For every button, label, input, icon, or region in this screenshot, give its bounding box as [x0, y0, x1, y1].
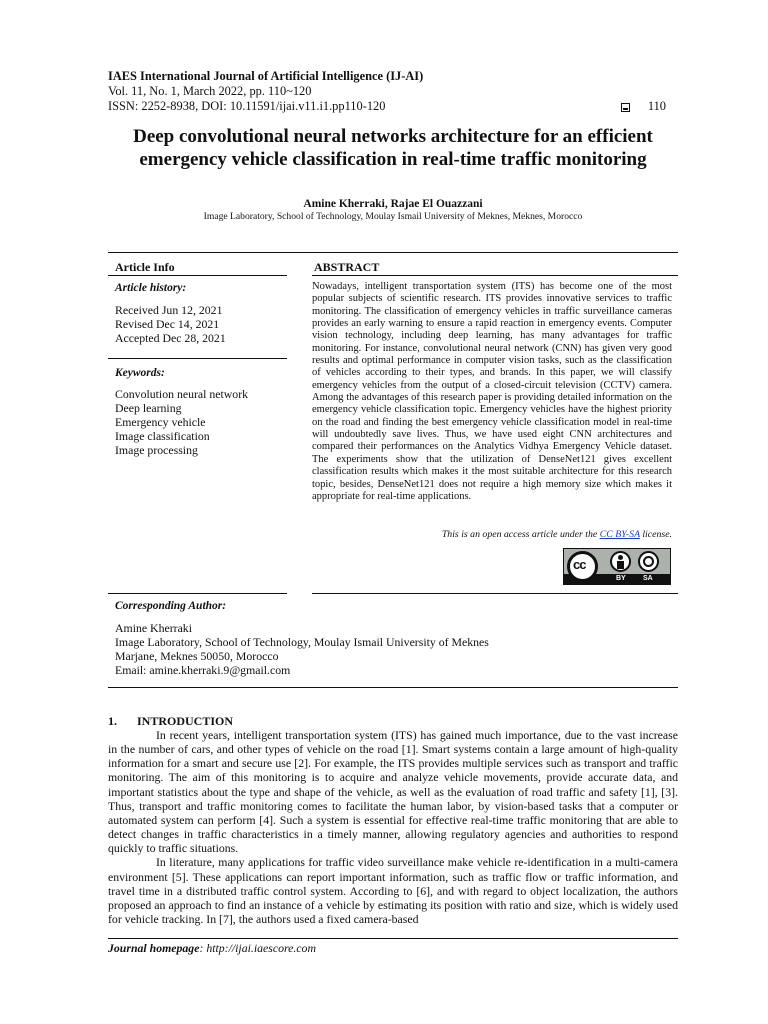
- corresponding-name: Amine Kherraki: [115, 621, 192, 635]
- journal-homepage: [108, 941, 316, 956]
- paper-title: [96, 125, 690, 171]
- corresponding-affiliation: Image Laboratory, School of Technology, Moulay Ismail University of Meknes: [115, 634, 489, 649]
- corresponding-details: [115, 622, 489, 678]
- keyword-item: Image processing: [115, 442, 198, 457]
- abstract-heading-rule: [312, 275, 678, 276]
- abstract-text: Nowadays, intelligent transportation system (ITS) has become one of the most popular subjects of scientific research. ITS provides innovative services to traffic monitoring. The classification of emergency vehicles in traffic surveillance cameras provides an early warning to ensure a rapid reaction in emergency events. Computer vision technology, including deep learning, has many advantages for traffic monitoring. For instance, convolutional neural network (CNN) has given very good results and optimal performance in computer vision tasks, such as the classification of vehicles according to their types, and brands. In this paper, we will classify emergency vehicles from the output of a closed-circuit television (CCTV) camera. Among the advantages of this research paper is providing detailed information on the emergency vehicle classification topic. Emergency vehicles have the highest priority on the road and finding the best emergency vehicle classification model in real-time will undoubtedly save lives. Thus, we have used eight CNN architectures and compared their performances on the Analytics Vidhya Emergency Vehicle dataset. The experiments show that the utilization of DenseNet121 gives excellent classification results which makes it the most suitable architecture for this research topic, besides, DenseNet121 does not require a high memory size which makes it appropriate for real-time applications.: [312, 281, 672, 502]
- issn-doi: ISSN: 2252-8938, DOI: 10.11591/ijai.v11.i1.pp110-120: [108, 99, 386, 113]
- corresponding-email[interactable]: Email: amine.kherraki.9@gmail.com: [115, 662, 291, 677]
- introduction-heading: [108, 714, 233, 729]
- keyword-item: Convolution neural network: [115, 387, 249, 401]
- corresponding-top-rule-right: [312, 593, 678, 594]
- license-link[interactable]: CC BY-SA: [599, 529, 640, 540]
- keyword-item: Deep learning: [115, 400, 182, 415]
- authors: Amine Kherraki, Rajae El Ouazzani: [303, 198, 483, 210]
- page-number-group: [621, 99, 678, 114]
- sa-icon: [638, 551, 659, 572]
- introduction-body: [108, 728, 678, 926]
- badge-sa-label: SA: [643, 575, 653, 582]
- keywords-heading: Keywords:: [115, 367, 165, 379]
- title-line-1: Deep convolutional neural networks architecture for an efficient: [133, 126, 653, 147]
- journal-name: IAES International Journal of Artificial Intelligence (IJ-AI): [108, 69, 424, 83]
- running-header: [108, 69, 678, 114]
- corresponding-top-rule-left: [108, 593, 287, 594]
- section-title: INTRODUCTION: [137, 714, 234, 728]
- paragraph: In literature, many applications for traffic video surveillance make vehicle re-identification in a multi-camera environment [5]. These applications can report important information, such as traffic flow or traffic information, and travel time in a distributed traffic control system. According to [6], and with regard to object localization, the authors proposed an approach to find an instance of a vehicle by estimating its position with ratio and size, which is widely used for vehicle tracking. In [7], the authors used a fixed camera-based: [108, 855, 678, 927]
- keywords-list: [115, 388, 248, 458]
- by-person-icon: [610, 551, 631, 572]
- cc-by-sa-badge[interactable]: [563, 548, 671, 585]
- homepage-url[interactable]: : http://ijai.iaescore.com: [199, 941, 316, 955]
- homepage-label: Journal homepage: [108, 941, 200, 955]
- section-number: 1.: [108, 714, 117, 728]
- article-info-heading: Article Info: [115, 260, 175, 274]
- history-revised: Revised Dec 14, 2021: [115, 316, 220, 331]
- cc-icon: cc: [567, 551, 598, 582]
- corresponding-heading: Corresponding Author:: [115, 600, 227, 612]
- volume-info: Vol. 11, No. 1, March 2022, pp. 110~120: [108, 84, 312, 98]
- license-prefix: This is an open access article under the: [441, 529, 600, 540]
- badge-by-label: BY: [616, 575, 626, 582]
- abstract-heading: ABSTRACT: [314, 260, 380, 274]
- square-icon: [621, 103, 630, 112]
- affiliation: Image Laboratory, School of Technology, Moulay Ismail University of Meknes, Meknes, Morocco: [203, 211, 583, 222]
- info-heading-rule: [108, 275, 287, 276]
- corresponding-address: Marjane, Meknes 50050, Morocco: [115, 648, 279, 663]
- history-list: [115, 304, 226, 346]
- history-accepted: Accepted Dec 28, 2021: [115, 330, 226, 345]
- page-number: 110: [647, 99, 666, 113]
- history-rule: [108, 358, 287, 359]
- title-line-2: emergency vehicle classification in real-time traffic monitoring: [139, 149, 647, 170]
- footer-rule: [108, 938, 678, 939]
- corresponding-bottom-rule: [108, 687, 678, 688]
- keyword-item: Image classification: [115, 428, 210, 443]
- paragraph: In recent years, intelligent transportation system (ITS) has gained much importance, due to the vast increase in the number of cars, and other types of vehicle on the road [1]. Smart systems contain a large amount of high-quality information for a smart and secure use [2]. For example, the ITS provides multiple services such as transport and traffic monitoring. The aim of this monitoring is to acquire and analyze vehicle movements, provide accurate data, and important statistics about the type and shape of the vehicle, as well as the evaluation of road traffic and safety [1], [3]. Thus, transport and traffic monitoring comes to facilitate the human labor, by vision-based tasks that a computer or automated system can perform [4]. Such a system is essential for effective real-time traffic monitoring that are able to detect changes in traffic characteristics in a timely manner, allowing regulatory agencies and authorities to respond quickly to traffic situations.: [108, 728, 678, 856]
- keyword-item: Emergency vehicle: [115, 414, 206, 429]
- license-line: [312, 529, 672, 540]
- top-rule: [108, 252, 678, 253]
- history-heading: Article history:: [115, 282, 187, 294]
- license-suffix: license.: [639, 529, 672, 540]
- history-received: Received Jun 12, 2021: [115, 303, 223, 317]
